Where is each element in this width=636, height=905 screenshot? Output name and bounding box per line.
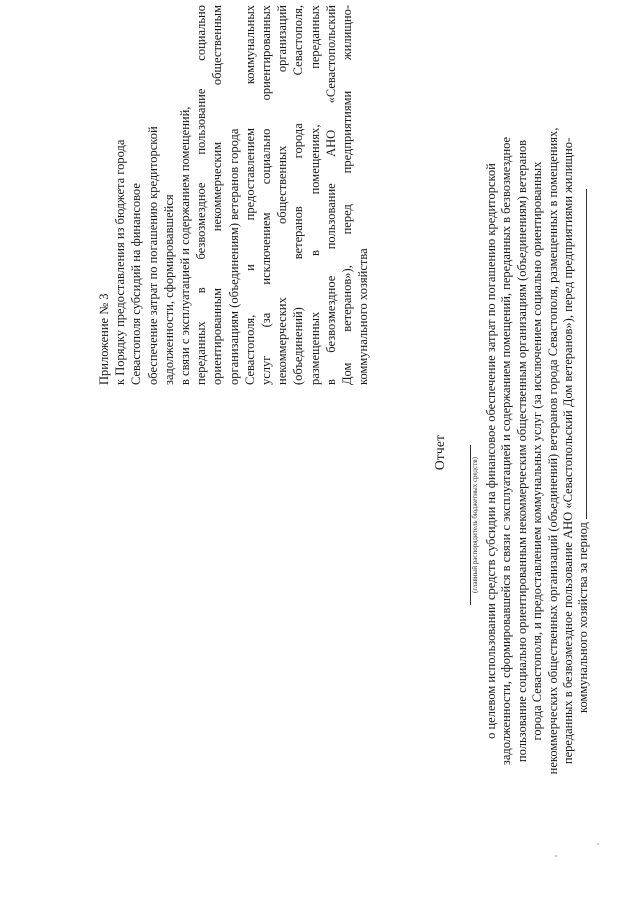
manager-caption: (главный распорядитель бюджетных средств) [471,457,479,593]
appendix-line: в связи с эксплуатацией и содержанием помещений, [178,106,193,385]
report-body-line: пользование социально ориентированным некоммерческим общественным организациям (объединениям) ветеранов [514,139,529,763]
appendix-line: размещенных в помещениях, переданных [307,5,322,385]
appendix-line: Севастополя субсидий на финансовое [129,183,144,385]
report-period-label: коммунального хозяйства за период [576,522,591,713]
appendix-line: задолженности, сформировавшейся [161,194,176,385]
scan-artifact-dot [597,843,599,845]
report-body-line: задолженности, сформировавшейся в связи с эксплуатацией и содержанием помещений, переданных в безвозмездное [499,136,514,766]
appendix-line: переданных в безвозмездное пользование социально [194,5,209,385]
appendix-line: ориентированным некоммерческим общественным [210,5,225,385]
report-body-line: некоммерческих общественных организаций (объединений) ветеранов города Севастополя, размещенных в помещениях, [545,127,560,775]
report-title: Отчет [432,434,447,471]
scan-artifact-dot [555,855,557,857]
appendix-header-block [96,5,371,385]
appendix-line: в безвозмездное пользование АНО «Севастопольский [323,5,338,385]
report-period-line [576,61,591,841]
appendix-line: обеспечение затрат по погашению кредиторской [145,126,160,385]
appendix-line: услуг (за исключением социально ориентированных [259,5,274,385]
appendix-line: Дом ветеранов»), перед предприятиями жилищно- [340,5,355,385]
appendix-title: Приложение № 3 [97,293,111,385]
appendix-line: некоммерческих общественных организаций [275,5,290,385]
report-body-line: о целевом использовании средств субсидии на финансовое обеспечение затрат по погашению кредиторской [484,163,498,739]
appendix-line: к Порядку предоставления из бюджета города [113,139,128,385]
report-body-line: переданных в безвозмездное пользование АНО «Севастопольский Дом ветеранов»), перед предприятиями жилищно- [561,137,576,765]
appendix-line: Севастополя, и предоставлением коммунальных [242,5,257,385]
report-body-line: города Севастополя, и предоставлением коммунальных услуг (за исключением социально ориентированных [530,161,545,741]
appendix-line: коммунального хозяйства [356,248,371,385]
appendix-line: (объединений) ветеранов города Севастополя, [291,5,306,385]
period-blank-field [576,189,587,519]
report-body [484,61,592,841]
appendix-line: организациям (объединениям) ветеранов города [226,128,241,385]
